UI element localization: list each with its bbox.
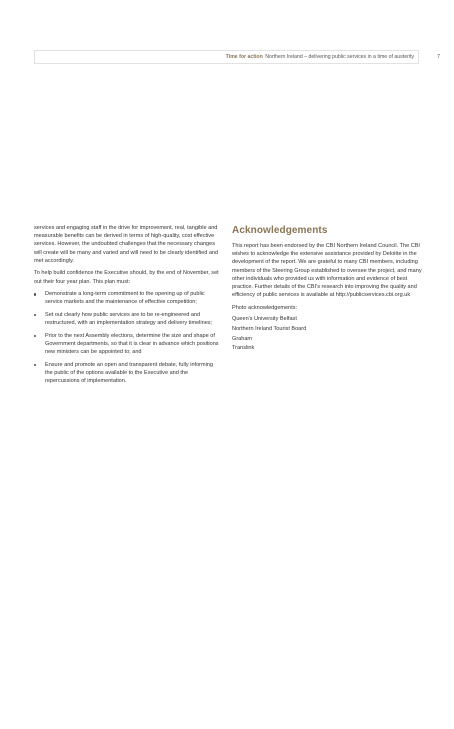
- body-paragraph: services and engaging staff in the drive for improvement, real, tangible and measurable benefits can be derived in terms of high-quality, cost effective services. However, the undoubted challenges that the necessary changes will create will be many and varied and will need to be clearly identified and met accordingly.: [34, 225, 219, 264]
- list-item: [34, 361, 222, 386]
- list-item: [34, 332, 222, 357]
- header-subtitle: Northern Ireland – delivering public services in a time of austerity: [265, 54, 414, 61]
- bullet-icon: [34, 335, 36, 337]
- bullet-icon: [34, 314, 36, 316]
- list-item-text: Demonstrate a long-term commitment to the opening up of public service markets and the maintenance of effective competition;: [45, 291, 205, 306]
- list-item-text: Ensure and promote an open and transparent debate, fully informing the public of the options available to the Executive and the repercussions of implementation.: [45, 361, 214, 384]
- photo-acknowledgements-heading: Photo acknowledgements:: [232, 304, 298, 311]
- right-column: [232, 242, 422, 354]
- header-text: [226, 54, 414, 60]
- list-item: Northern Ireland Tourist Board: [232, 326, 307, 333]
- list-item: [34, 290, 222, 306]
- list-item-text: Set out clearly how public services are to be re-engineered and restructured, with an implementation strategy and delivery timelines;: [45, 311, 213, 327]
- bullet-icon: [34, 364, 36, 366]
- page-number: 7: [437, 53, 440, 60]
- header-brand: Time for action: [225, 54, 263, 61]
- body-paragraph: To help build confidence the Executive should, by the end of November, set out their four year plan. This plan must:: [34, 270, 219, 285]
- plan-bullet-list: [34, 290, 222, 385]
- acknowledgements-heading: Acknowledgements: [232, 225, 328, 236]
- list-item: [34, 311, 222, 327]
- photo-credit-list: [232, 315, 422, 353]
- acknowledgements-paragraph: This report has been endorsed by the CBI Northern Ireland Council. The CBI wishes to acknowledge the extensive assistance provided by Deloitte in the development of the report. We are grateful to many CBI members, including members of the Steering Group established to oversee the project, and many other individuals who provided us with information and evidence of best practice. Further details of the CBI's research into improving the quality and efficiency of public services is available at http://publicservices.cbi.org.uk: [232, 243, 422, 299]
- list-item: Queen's University Belfast: [232, 316, 297, 323]
- list-item-text: Prior to the next Assembly elections, determine the size and shape of Government departments, so that it is clear in advance which positions new ministers can be appointed to; and: [45, 332, 219, 356]
- list-item: Graham: [232, 335, 253, 342]
- bullet-icon: [34, 293, 36, 295]
- running-header: [34, 50, 419, 64]
- left-column: [34, 224, 222, 389]
- list-item: Translink: [232, 345, 255, 352]
